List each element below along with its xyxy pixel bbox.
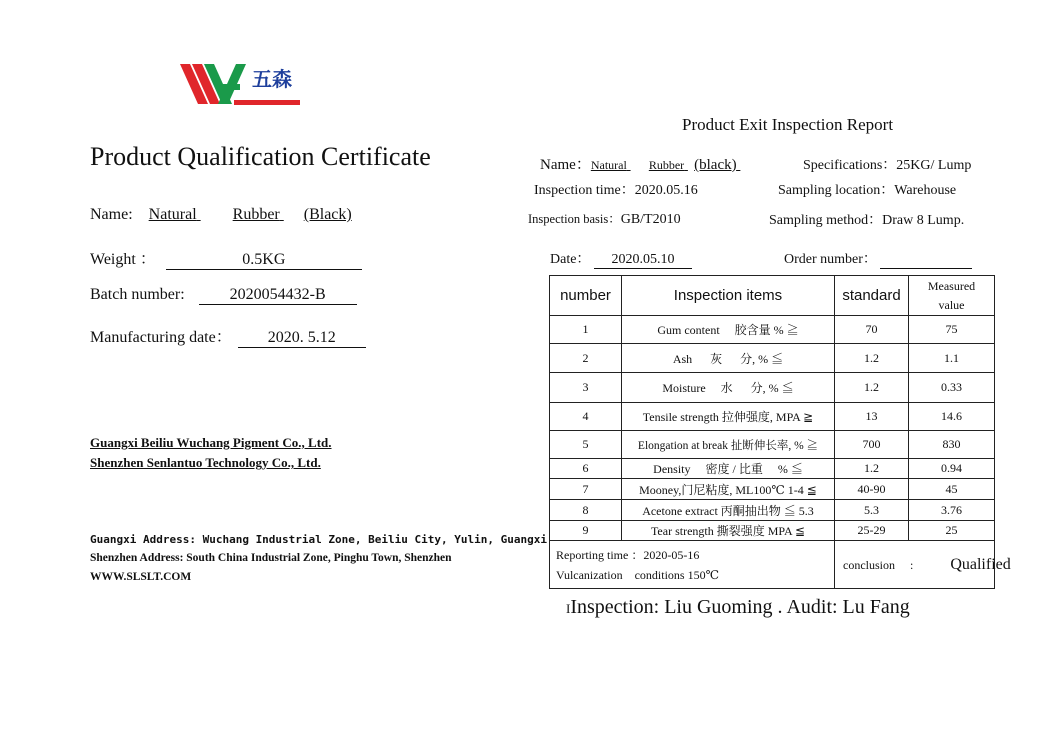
signoff — [566, 596, 910, 619]
cert-name-part-2: Rubber — [232, 206, 280, 223]
reporting-info — [550, 541, 835, 589]
table-row: 8 Acetone extract 丙酮抽出物 ≦ 5.3 5.3 3.76 — [550, 500, 995, 521]
report-name-value-2: Rubber — [648, 158, 685, 172]
report-date-value: 2020.05.10 — [594, 252, 692, 269]
report-date-field — [550, 248, 692, 269]
table-row: 5 Elongation at break 扯断伸长率, % ≧ 700 830 — [550, 431, 995, 459]
report-date-label: Date： — [550, 252, 591, 267]
report-name-value-3: (black) — [694, 157, 737, 173]
address-guangxi: Guangxi Address: Wuchang Industrial Zone, Beiliu City, Yulin, Guangxi — [90, 533, 547, 546]
company-logo — [178, 60, 306, 110]
vulcanization-conditions: Vulcanization conditions 150℃ — [556, 567, 720, 582]
report-name-label: Name： — [540, 157, 591, 173]
report-order-field — [784, 248, 972, 269]
address-shenzhen: Shenzhen Address: South China Industrial Zone, Pinghu Town, Shenzhen — [90, 552, 452, 564]
report-order-value — [880, 252, 972, 269]
report-sampling-method: Sampling method：Draw 8 Lump. — [769, 213, 965, 228]
company-name-1: Guangxi Beiliu Wuchang Pigment Co., Ltd. — [90, 435, 332, 450]
table-row: 2 Ash 灰 分, % ≦ 1.2 1.1 — [550, 344, 995, 373]
header-items: Inspection items — [622, 276, 835, 316]
report-name-field — [540, 153, 751, 174]
logo-graphic — [178, 60, 306, 110]
report-title: Product Exit Inspection Report — [682, 115, 894, 134]
cert-name-field — [90, 206, 352, 224]
cert-name-gap-2 — [280, 206, 304, 224]
logo-text: 五森 — [252, 67, 292, 91]
report-order-label: Order number： — [784, 252, 877, 267]
cert-name-part-1: Natural — [148, 206, 197, 223]
cert-weight-label: Weight ： — [90, 251, 156, 268]
table-row: 9 Tear strength 撕裂强度 MPA ≦ 25-29 25 — [550, 521, 995, 541]
conclusion-value: Qualified — [950, 555, 1011, 573]
cert-mfg-label: Manufacturing date： — [90, 329, 232, 346]
cert-batch-value: 2020054432-B — [199, 286, 357, 305]
header-standard: standard — [835, 276, 909, 316]
table-row: 1 Gum content 胶含量 % ≧ 70 75 — [550, 316, 995, 344]
certificate-title: Product Qualification Certificate — [90, 142, 431, 171]
report-inspection-basis — [528, 209, 681, 228]
report-name-value-1: Natural — [590, 158, 627, 172]
table-row: 4 Tensile strength 拉伸强度, MPA ≧ 13 14.6 — [550, 403, 995, 431]
report-inspection-time: Inspection time：2020.05.16 — [534, 183, 698, 198]
signoff-text: Inspection: Liu Guoming . Audit: Lu Fang — [570, 596, 910, 618]
cert-weight-field — [90, 246, 362, 270]
cert-batch-field — [90, 286, 357, 305]
table-row: 6 Density 密度 / 比重 % ≦ 1.2 0.94 — [550, 459, 995, 479]
table-footer-row — [550, 541, 995, 589]
report-spec: Specifications：25KG/ Lump — [803, 158, 972, 173]
cert-mfg-field — [90, 324, 366, 348]
table-row: 3 Moisture 水 分, % ≦ 1.2 0.33 — [550, 373, 995, 403]
website: WWW.SLSLT.COM — [90, 571, 192, 583]
cert-batch-label: Batch number: — [90, 286, 185, 303]
table-header-row — [550, 276, 995, 316]
cert-name-label: Name: — [90, 206, 133, 223]
cert-name-part-3: (Black) — [303, 206, 352, 223]
conclusion-label: conclusion : — [843, 557, 914, 572]
signoff-prefix: I — [566, 601, 571, 616]
cert-weight-value: 0.5KG — [166, 251, 362, 270]
conclusion-cell — [835, 541, 1011, 589]
inspection-table — [549, 275, 1011, 589]
report-basis-value: GB/T2010 — [620, 212, 681, 227]
header-number: number — [550, 276, 622, 316]
company-name-2: Shenzhen Senlantuo Technology Co., Ltd. — [90, 455, 321, 470]
report-sampling-location: Sampling location：Warehouse — [778, 183, 957, 198]
header-measured: Measured value — [909, 276, 995, 316]
cert-name-gap-1 — [197, 206, 233, 224]
cert-mfg-value: 2020. 5.12 — [238, 329, 366, 348]
table-row: 7 Mooney,门尼粘度, ML100℃ 1-4 ≦ 40-90 45 — [550, 479, 995, 500]
report-basis-label: Inspection basis： — [528, 212, 621, 226]
reporting-time: Reporting time ：2020-05-16 — [556, 547, 700, 562]
